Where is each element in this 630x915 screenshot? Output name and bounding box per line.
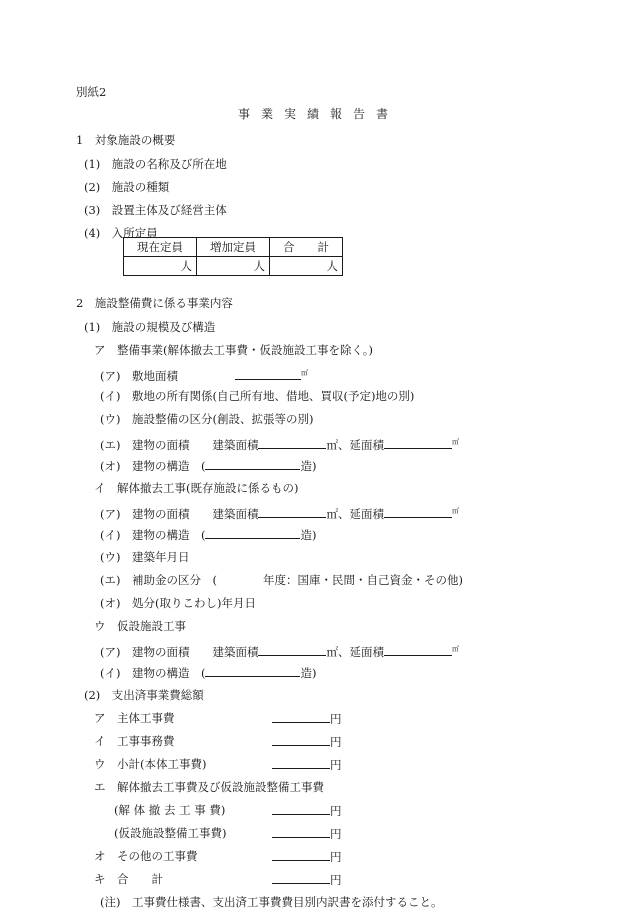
item-scale: (1) 施設の規模及び構造 xyxy=(84,320,216,334)
header-total: 合 計 xyxy=(270,238,343,257)
note: (注) 工事費仕様書、支出済工事費費目別内訳書を添付すること。 xyxy=(100,895,443,909)
cost-temporary-value: 円 xyxy=(272,826,342,841)
item-expenditure-total: (2) 支出済事業費総額 xyxy=(84,688,204,702)
cost-other-value: 円 xyxy=(272,849,342,864)
cost-demolition-temp-label: エ 解体撤去工事費及び仮設施設整備工事費 xyxy=(94,780,324,794)
row-site-area: (ア) 敷地面積 ㎡ xyxy=(100,368,308,383)
cost-temporary-label: (仮設施設整備工事費) xyxy=(114,826,227,840)
cost-demolition-label: (解 体 撤 去 工 事 費) xyxy=(114,803,226,817)
row-demolition-area: (ア) 建物の面積 建築面積 ㎡、延面積 ㎡ xyxy=(100,506,459,521)
cost-subtotal-value: 円 xyxy=(272,757,342,772)
row-demolition-structure: (イ) 建物の構造 ( 造) xyxy=(100,528,317,542)
item-capacity: (4) 入所定員 xyxy=(84,226,158,240)
page-title: 事業実績報告書 xyxy=(238,107,400,121)
row-build-date: (ウ) 建築年月日 xyxy=(100,550,190,564)
section-1-heading: 1 対象施設の概要 xyxy=(76,133,176,147)
cost-total-value: 円 xyxy=(272,872,342,887)
section-2-heading: 2 施設整備費に係る事業内容 xyxy=(76,296,233,310)
cost-total-label: キ 合 計 xyxy=(94,872,163,886)
row-land-ownership: (イ) 敷地の所有関係(自己所有地、借地、買収(予定)地の別) xyxy=(100,389,415,403)
item-facility-name: (1) 施設の名称及び所在地 xyxy=(84,157,227,171)
cost-main-label: ア 主体工事費 xyxy=(94,711,175,725)
cell-current: 人 xyxy=(124,257,197,276)
cost-admin-label: イ 工事事務費 xyxy=(94,734,175,748)
subsection-c-heading: ウ 仮設施設工事 xyxy=(94,619,186,633)
subsection-b-heading: イ 解体撤去工事(既存施設に係るもの) xyxy=(94,481,299,495)
header-current: 現在定員 xyxy=(124,238,197,257)
row-subsidy-category: (エ) 補助金の区分 ( 年度：国庫・民間・自己資金・その他) xyxy=(100,573,463,587)
item-facility-type: (2) 施設の種類 xyxy=(84,180,170,194)
row-temporary-area: (ア) 建物の面積 建築面積 ㎡、延面積 ㎡ xyxy=(100,644,459,659)
row-building-structure: (オ) 建物の構造 ( 造) xyxy=(100,459,317,473)
capacity-table xyxy=(123,237,343,276)
cost-main-value: 円 xyxy=(272,711,342,726)
row-temporary-structure: (イ) 建物の構造 ( 造) xyxy=(100,666,317,680)
row-disposal-date: (オ) 処分(取りこわし)年月日 xyxy=(100,596,256,610)
cost-other-label: オ その他の工事費 xyxy=(94,849,198,863)
header-increase: 増加定員 xyxy=(197,238,270,257)
subsection-a-heading: ア 整備事業(解体撤去工事費・仮設施設工事を除く。) xyxy=(94,343,373,357)
cost-admin-value: 円 xyxy=(272,734,342,749)
row-building-area: (エ) 建物の面積 建築面積 ㎡、延面積 ㎡ xyxy=(100,437,459,452)
cell-increase: 人 xyxy=(197,257,270,276)
row-development-category: (ウ) 施設整備の区分(創設、拡張等の別) xyxy=(100,412,314,426)
cell-total: 人 xyxy=(270,257,343,276)
cost-subtotal-label: ウ 小計(本体工事費) xyxy=(94,757,207,771)
cost-demolition-value: 円 xyxy=(272,803,342,818)
annex-label: 別紙2 xyxy=(76,85,107,99)
item-operator: (3) 設置主体及び経営主体 xyxy=(84,203,227,217)
